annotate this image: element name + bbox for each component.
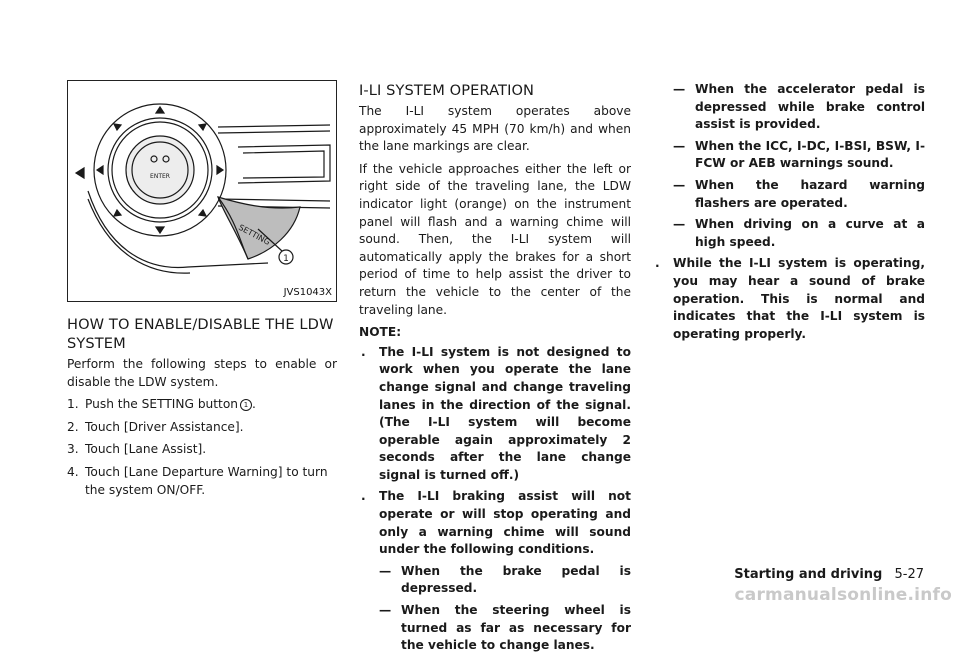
condition-item: — When the brake pedal is depressed. [379, 563, 631, 596]
paragraph: If the vehicle approaches either the left or right side of the traveling lane, the LDW indicator light (orange) on the instrument panel will flash and a warning chime will sound. Then, the I-LI system will automatically apply the brakes for a short period of time to help assist the driver to return the vehicle to the center of the traveling lane. [359, 161, 631, 317]
column-3 [653, 81, 925, 347]
note-bullet: . The I-LI system is not designed to work when you operate the lane change signal and change traveling lanes in the direction of the signal. (The I-LI system will become operable again approximately 2 seconds after the lane change signal is turned off.) [361, 344, 631, 482]
setting-button-label: SETTING [237, 222, 272, 247]
note-label: NOTE: [359, 325, 402, 340]
page-number: 5-27 [894, 567, 924, 582]
callout-number: 1 [283, 254, 289, 264]
paragraph: The I-LI system operates above approximately 45 MPH (70 km/h) and when the lane markings are clear. [359, 104, 631, 154]
list-item: 3. Touch [Lane Assist]. [67, 442, 207, 457]
dial-label: ENTER [150, 173, 170, 180]
watermark: carmanualsonline.info [734, 585, 952, 605]
list-item: 1. Push the SETTING button 1 . [67, 397, 256, 412]
figure-code: JVS1043X [283, 287, 332, 298]
console-illustration [68, 81, 336, 301]
column-2 [359, 81, 631, 659]
condition-item: — When the steering wheel is turned as far as necessary for the vehicle to change lanes. [379, 603, 631, 653]
intro-paragraph: Perform the following steps to enable or disable the LDW system. [67, 357, 337, 389]
page-footer [734, 567, 924, 582]
column-1 [67, 315, 337, 504]
condition-item: — When driving on a curve at a high speed. [673, 217, 925, 249]
figure-setting-button [67, 80, 337, 302]
list-item: 4. Touch [Lane Departure Warning] to turn the system ON/OFF. [67, 464, 328, 497]
steps-list [67, 396, 337, 499]
section-heading-ili-operation: I-LI SYSTEM OPERATION [359, 82, 535, 99]
list-item: 2. Touch [Driver Assistance]. [67, 419, 244, 434]
callout-icon: 1 [240, 399, 252, 411]
section-name: Starting and driving [734, 567, 883, 582]
note-bullet: . The I-LI braking assist will not operate or will stop operating and only a warning chime will sound under the following conditions. [361, 489, 631, 557]
condition-item: — When the ICC, I-DC, I-BSI, BSW, I-FCW or AEB warnings sound. [673, 138, 925, 171]
section-heading-enable-ldw: HOW TO ENABLE/DISABLE THE LDW SYSTEM [67, 316, 334, 352]
note-bullet: . While the I-LI system is operating, you may hear a sound of brake operation. This is normal and indicates that the I-LI system is operating properly. [655, 256, 925, 341]
condition-item: — When the hazard warning flashers are operated. [673, 177, 925, 210]
condition-item: — When the accelerator pedal is depressed while brake control assist is provided. [673, 82, 925, 132]
